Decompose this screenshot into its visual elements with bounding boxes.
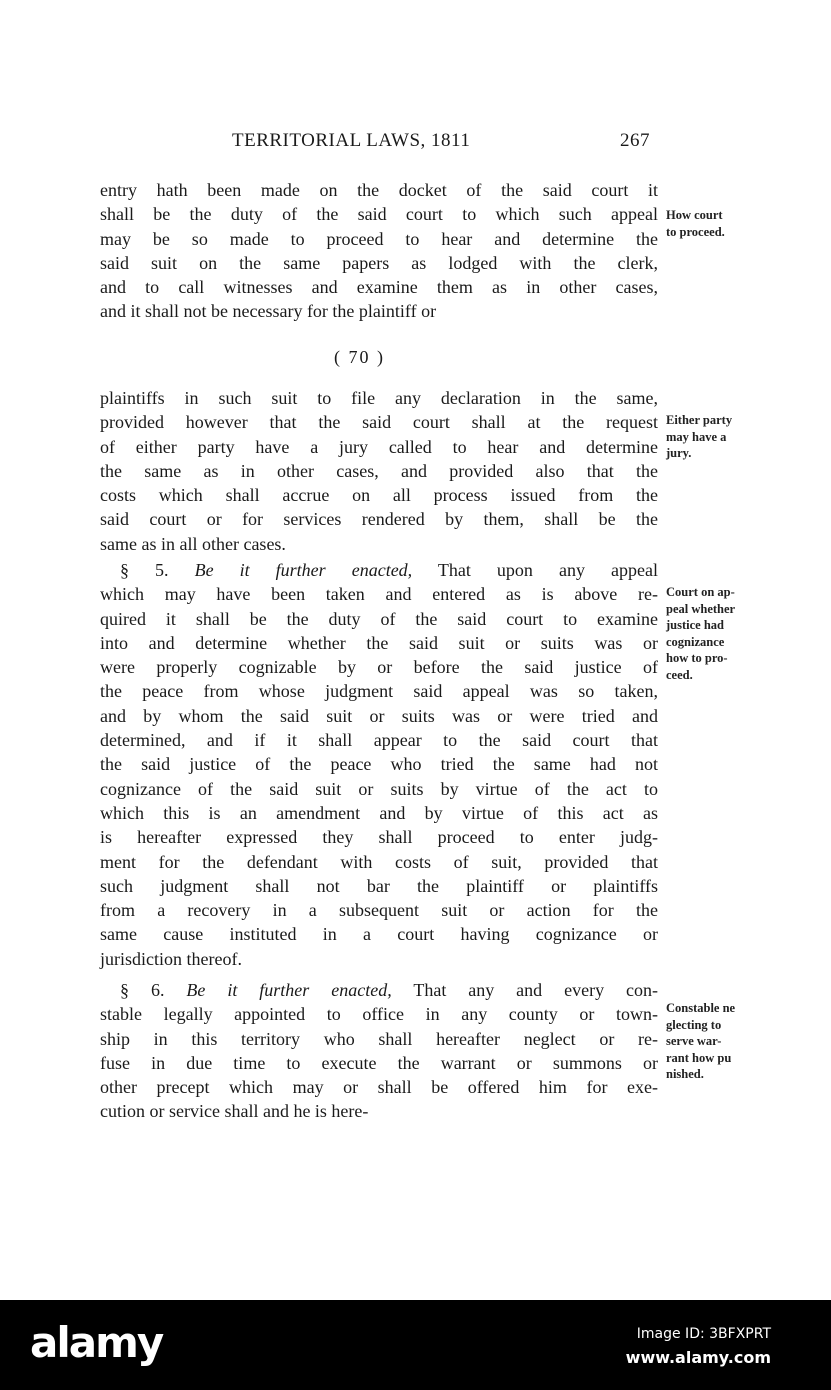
- text-line: is hereafter expressed they shall proceed to enter judg-: [100, 827, 658, 848]
- margin-note-line: how to pro-: [666, 651, 728, 665]
- text-line: the said justice of the peace who tried the same had not: [100, 754, 658, 775]
- original-page-marker: ( 70 ): [334, 347, 385, 367]
- text-line: and to call witnesses and examine them as in other cases,: [100, 277, 658, 298]
- margin-note-line: Either party: [666, 413, 733, 427]
- text-line: which this is an amendment and by virtue of this act as: [100, 802, 658, 823]
- text-line: and by whom the said suit or suits was or were tried and: [100, 705, 658, 726]
- watermark-bar: [0, 1300, 831, 1390]
- text-line: from a recovery in a subsequent suit or action for the: [100, 900, 658, 921]
- text-line: ment for the defendant with costs of suit, provided that: [100, 851, 658, 872]
- site-url: www.alamy.com: [625, 1348, 771, 1367]
- text-line: into and determine whether the said suit or suits was or: [100, 632, 658, 653]
- margin-note-line: cognizance: [666, 634, 725, 649]
- page-number: 267: [620, 130, 650, 151]
- running-title: TERRITORIAL LAWS, 1811: [232, 130, 471, 151]
- text-line: cognizance of the said suit or suits by virtue of the act to: [100, 778, 658, 799]
- margin-note-line: nished.: [666, 1067, 704, 1081]
- text-line: said suit on the same papers as lodged with the clerk,: [100, 252, 658, 273]
- text-line: determined, and if it shall appear to the said court that: [100, 730, 658, 751]
- margin-note-line: Constable ne: [666, 1001, 736, 1015]
- text-line: entry hath been made on the docket of the said court it: [100, 180, 658, 200]
- text-line: jurisdiction thereof.: [100, 948, 242, 969]
- image-id: Image ID: 3BFXPRT: [636, 1326, 771, 1342]
- margin-note-line: rant how pu: [666, 1050, 732, 1065]
- text-line: the same as in other cases, and provided also that the: [100, 460, 658, 481]
- section-first-rest: That upon any appeal: [437, 560, 658, 580]
- text-line: same as in all other cases.: [100, 533, 286, 554]
- section-num: § 5.: [120, 560, 169, 580]
- text-line: of either party have a jury called to hear and determine: [100, 436, 658, 457]
- text-line: were properly cognizable by or before the said justice of: [100, 657, 658, 678]
- text-line: which may have been taken and entered as is above re-: [100, 584, 658, 605]
- text-line: ship in this territory who shall hereafter neglect or re-: [100, 1028, 658, 1049]
- margin-note-line: Court on ap-: [666, 585, 735, 599]
- text-line: cution or service shall and he is here-: [100, 1101, 369, 1122]
- text-line: other precept which may or shall be offered him for exe-: [100, 1077, 658, 1098]
- margin-note-line: to proceed.: [666, 224, 725, 239]
- text-line: may be so made to proceed to hear and determine the: [100, 228, 658, 249]
- margin-note-line: may have a: [666, 429, 727, 444]
- section-6: [100, 978, 658, 1124]
- text-line: quired it shall be the duty of the said court to examine: [100, 608, 658, 629]
- margin-note: [666, 412, 732, 462]
- section-first-rest: That any and every con-: [413, 980, 659, 1000]
- text-line: stable legally appointed to office in any county or town-: [100, 1004, 658, 1025]
- margin-note-line: ceed.: [666, 667, 693, 682]
- margin-note-line: justice had: [666, 618, 724, 632]
- text-line: shall be the duty of the said court to which such appeal: [100, 204, 658, 225]
- section-enact: Be it further enacted,: [194, 560, 413, 580]
- text-line: such judgment shall not bar the plaintiff or plaintiffs: [100, 875, 658, 896]
- margin-note-line: peal whether: [666, 601, 736, 616]
- text-line: costs which shall accrue on all process issued from the: [100, 485, 658, 506]
- section-num: § 6.: [120, 980, 165, 1000]
- paragraph-continued: [100, 178, 658, 324]
- margin-note-line: glecting to: [666, 1017, 722, 1032]
- margin-note-line: jury.: [666, 446, 692, 460]
- text-line: fuse in due time to execute the warrant or summons or: [100, 1052, 658, 1073]
- text-line: same cause instituted in a court having cognizance or: [100, 924, 658, 945]
- margin-note: [666, 584, 735, 683]
- paragraph-jury: [100, 386, 658, 556]
- text-line: plaintiffs in such suit to file any declaration in the same,: [100, 388, 658, 408]
- section-5: [100, 558, 658, 971]
- section-enact: Be it further enacted,: [186, 980, 392, 1000]
- text-line: provided however that the said court shall at the request: [100, 412, 658, 433]
- margin-note-line: How court: [666, 208, 723, 222]
- section-first-line: [100, 978, 658, 1002]
- margin-note-line: serve war-: [666, 1034, 722, 1048]
- section-first-line: [100, 558, 658, 582]
- text-line: and it shall not be necessary for the plaintiff or: [100, 301, 437, 322]
- margin-note: [666, 1000, 735, 1083]
- alamy-logo: alamy: [30, 1318, 163, 1367]
- margin-note: [666, 207, 725, 240]
- text-line: said court or for services rendered by them, shall be the: [100, 509, 658, 530]
- text-line: the peace from whose judgment said appeal was so taken,: [100, 681, 658, 702]
